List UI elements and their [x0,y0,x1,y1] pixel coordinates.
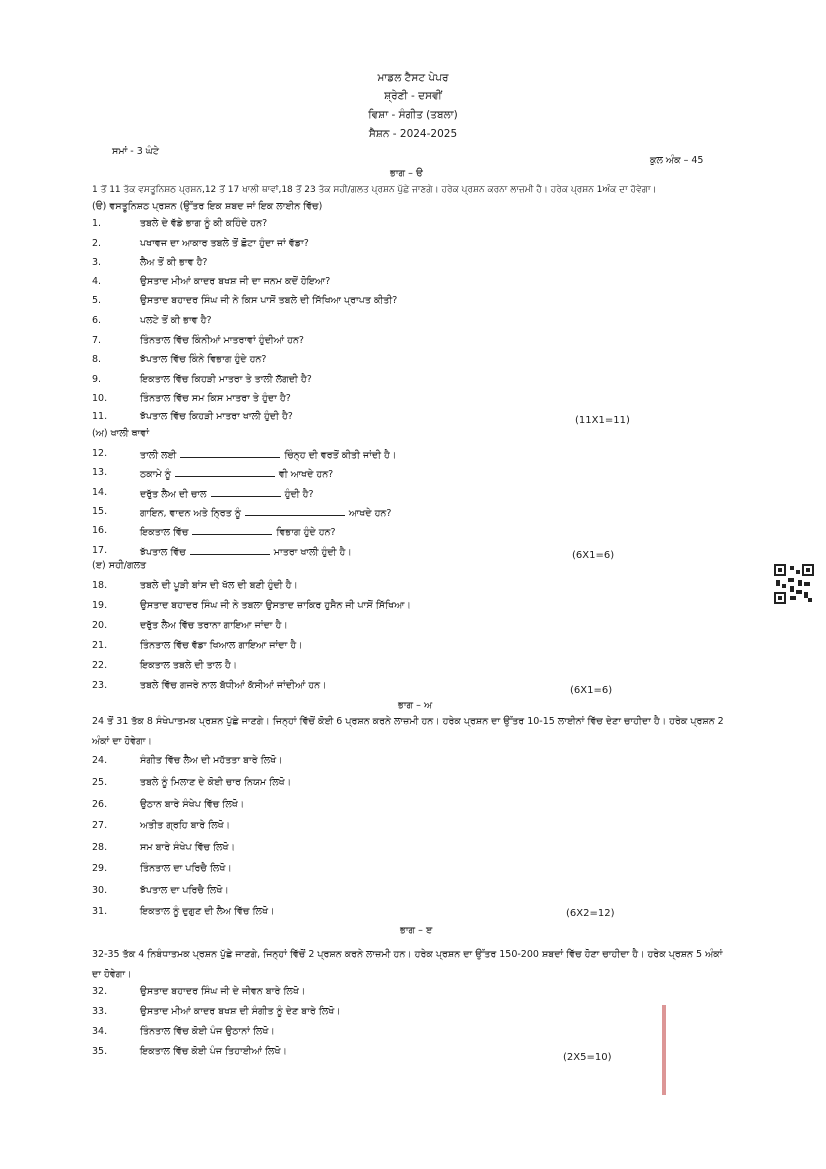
question-number: 8. [92,354,102,365]
question-text [140,545,352,558]
question-text: ਸੰਗੀਤ ਵਿੱਚ ਲੈਅ ਦੀ ਮਹੱਤਤਾ ਬਾਰੇ ਲਿਖੋ। [140,755,283,766]
question-text: ਤਬਲੇ ਨੂੰ ਮਿਲਾਣ ਦੇ ਕੋਈ ਚਾਰ ਨਿਯਮ ਲਿਖੋ। [140,777,292,788]
question-number: 35. [92,1046,108,1057]
question-text: ਤਬਲੇ ਦੇ ਵੱਡੇ ਭਾਗ ਨੂੰ ਕੀ ਕਹਿੰਦੇ ਹਨ? [140,218,268,229]
question-text: ਤਬਲੇ ਵਿੱਚ ਗਜਰੇ ਨਾਲ ਬੱਧੀਆਂ ਕੱਸੀਆਂ ਜਾਂਦੀਆਂ ਹਨ। [140,680,327,691]
question-number: 9. [92,374,102,385]
section-c-instruction: 32-35 ਤੱਕ 4 ਨਿਬੰਧਾਤਮਕ ਪ੍ਰਸ਼ਨ ਪੁੱਛੇ ਜਾਣਗੇ, ਜਿਨ੍ਹਾਂ ਵਿੱਚੋਂ 2 ਪ੍ਰਸ਼ਨ ਕਰਨੇ ਲਾਜ਼ਮੀ ਹਨ। ਹਰੇਕ ਪ੍ਰਸ਼ਨ ਦਾ ਉੱਤਰ 150-200 ਸ਼ਬਦਾਂ ਵਿੱਚ ਹੋਣਾ ਚਾਹੀਦਾ ਹੈ। ਹਰੇਕ ਪ੍ਰਸ਼ਨ 5 ਅੰਕਾਂ ਦਾ ਹੋਵੇਗਾ। [92,949,723,980]
question-text-before: ਦਰੁੱਤ ਲੈਅ ਦੀ ਚਾਲ [140,489,207,500]
blank-line [175,467,275,477]
question-number: 22. [92,660,108,671]
question-text: ਉਸਤਾਦ ਬਹਾਦਰ ਸਿੰਘ ਜੀ ਨੇ ਕਿਸ ਪਾਸੋਂ ਤਬਲੇ ਦੀ ਸਿੱਖਿਆ ਪ੍ਰਾਪਤ ਕੀਤੀ? [140,295,398,306]
question-text: ਸਮ ਬਾਰੇ ਸੰਖੇਪ ਵਿੱਚ ਲਿਖੋ। [140,842,235,853]
question-text: ਅਤੀਤ ਗ੍ਰਹਿ ਬਾਰੇ ਲਿਖੋ। [140,820,231,831]
paper-subject: ਵਿਸ਼ਾ - ਸੰਗੀਤ (ਤਬਲਾ) [368,109,458,121]
question-text: ਇਕਤਾਲ ਵਿੱਚ ਕਿਹੜੀ ਮਾਤਰਾ ਤੇ ਤਾਲੀ ਲੱਗਦੀ ਹੈ? [140,374,312,385]
question-number: 4. [92,276,102,287]
question-text: ਇਕਤਾਲ ਨੂੰ ਦੁਗੁਣ ਦੀ ਲੈਅ ਵਿੱਚ ਲਿਖੋ। [140,906,275,917]
question-text: ਦਰੁੱਤ ਲੈਅ ਵਿੱਚ ਤਰਾਨਾ ਗਾਇਆ ਜਾਂਦਾ ਹੈ। [140,620,288,631]
marks-truefalse: (6X1=6) [570,685,613,696]
blank-line [245,506,345,516]
question-text-before: ਇਕਤਾਲ ਵਿੱਚ [140,527,189,538]
question-number: 23. [92,680,108,691]
question-text: ਪਖਾਵਜ ਦਾ ਆਕਾਰ ਤਬਲੇ ਤੋਂ ਛੋਟਾ ਹੁੰਦਾ ਜਾਂ ਵੱਡਾ? [140,238,309,249]
question-number: 19. [92,600,108,611]
question-number: 7. [92,335,102,346]
question-text-after: ਚਿੰਨ੍ਹ ਦੀ ਵਰਤੋਂ ਕੀਤੀ ਜਾਂਦੀ ਹੈ। [284,450,397,461]
question-number: 14. [92,487,108,498]
question-text-after: ਹੁੰਦੀ ਹੈ? [284,489,314,500]
qr-code-icon [774,564,814,604]
question-text [140,467,333,480]
question-text: ਇਕਤਾਲ ਤਬਲੇ ਦੀ ਤਾਲ ਹੈ। [140,660,238,671]
question-text [140,506,391,519]
question-number: 32. [92,986,108,997]
blank-line [190,545,270,555]
question-text: ਉਸਤਾਦ ਬਹਾਦਰ ਸਿੰਘ ਜੀ ਨੇ ਤਬਲਾ ਉਸਤਾਦ ਜ਼ਾਕਿਰ ਹੁਸੈਨ ਜੀ ਪਾਸੋਂ ਸਿੱਖਿਆ। [140,600,411,611]
section-b-instruction: 24 ਤੋਂ 31 ਤੱਕ 8 ਸੰਖੇਪਾਤਮਕ ਪ੍ਰਸ਼ਨ ਪੁੱਛੇ ਜਾਣਗੇ। ਜਿਨ੍ਹਾਂ ਵਿੱਚੋਂ ਕੋਈ 6 ਪ੍ਰਸ਼ਨ ਕਰਨੇ ਲਾਜ਼ਮੀ ਹਨ। ਹਰੇਕ ਪ੍ਰਸ਼ਨ ਦਾ ਉੱਤਰ 10-15 ਲਾਈਨਾਂ ਵਿੱਚ ਦੇਣਾ ਚਾਹੀਦਾ ਹੈ। ਹਰੇਕ ਪ੍ਰਸ਼ਨ 2 ਅੰਕਾਂ ਦਾ ਹੋਵੇਗਾ। [92,716,724,747]
question-number: 3. [92,257,102,268]
time-allowed: ਸਮਾਂ - 3 ਘੰਟੇ [112,146,159,157]
question-text: ਝੱਪਤਾਲ ਦਾ ਪਰਿਚੈ ਲਿਖੋ। [140,885,229,896]
question-text [140,525,336,538]
question-text: ਤਿੰਨਤਾਲ ਵਿੱਚ ਵੱਡਾ ਖਿਆਲ ਗਾਇਆ ਜਾਂਦਾ ਹੈ। [140,640,303,651]
question-number: 29. [92,863,108,874]
paper-class: ਸ਼੍ਰੇਣੀ - ਦਸਵੀਂ [384,90,442,102]
question-number: 6. [92,315,102,326]
question-text: ਤਿੰਨਤਾਲ ਵਿੱਚ ਸਮ ਕਿਸ ਮਾਤਰਾ ਤੇ ਹੁੰਦਾ ਹੈ? [140,393,291,404]
question-text: ਤਬਲੇ ਦੀ ਪੂੜੀ ਬਾਂਸ ਦੀ ਖੱਲ ਦੀ ਬਣੀ ਹੁੰਦੀ ਹੈ। [140,580,298,591]
question-number: 21. [92,640,108,651]
question-number: 10. [92,393,108,404]
question-number: 26. [92,799,108,810]
question-number: 27. [92,820,108,831]
question-text: ਝੱਪਤਾਲ ਵਿੱਚ ਕਿੰਨੇ ਵਿਭਾਗ ਹੁੰਦੇ ਹਨ? [140,354,267,365]
marks-objective: (11X1=11) [575,415,630,426]
marks-blanks: (6X1=6) [572,550,615,561]
question-number: 16. [92,525,108,536]
question-text: ਉਸਤਾਦ ਬਹਾਦਰ ਸਿੰਘ ਜੀ ਦੇ ਜੀਵਨ ਬਾਰੇ ਲਿਖੋ। [140,986,306,997]
section-b-heading: ਭਾਗ – ਅ [398,700,433,711]
question-number: 20. [92,620,108,631]
blank-line [192,525,272,535]
question-text-after: ਆਖਦੇ ਹਨ? [348,508,392,519]
paper-session: ਸੈਸ਼ਨ - 2024-2025 [368,128,458,140]
question-number: 1. [92,218,102,229]
blank-line [211,487,281,497]
question-text [140,487,314,500]
question-number: 13. [92,467,108,478]
section-a-sub-blanks: (ਅ) ਖਾਲੀ ਥਾਵਾਂ [92,428,150,439]
question-text-before: ਝੱਪਤਾਲ ਵਿੱਚ [140,547,186,558]
question-text: ਲੈਅ ਤੋਂ ਕੀ ਭਾਵ ਹੈ? [140,257,208,268]
question-number: 28. [92,842,108,853]
question-text: ਉਠਾਨ ਬਾਰੇ ਸੰਖੇਪ ਵਿੱਚ ਲਿਖੋ। [140,799,245,810]
question-number: 17. [92,545,108,556]
section-a-instruction: 1 ਤੋਂ 11 ਤੱਕ ਵਸਤੂਨਿਸ਼ਠ ਪ੍ਰਸ਼ਨ,12 ਤੋਂ 17 ਖਾਲੀ ਥਾਵਾਂ,18 ਤੋਂ 23 ਤੱਕ ਸਹੀ/ਗਲਤ ਪ੍ਰਸ਼ਨ ਪੁੱਛੇ ਜਾਣਗੇ। ਹਰੇਕ ਪ੍ਰਸ਼ਨ ਕਰਨਾ ਲਾਜ਼ਮੀ ਹੈ। ਹਰੇਕ ਪ੍ਰਸ਼ਨ 1ਅੰਕ ਦਾ ਹੋਵੇਗਾ। [92,185,657,195]
question-text-after: ਵੀ ਆਖਦੇ ਹਨ? [278,469,334,480]
question-text: ਉਸਤਾਦ ਮੀਆਂ ਕਾਦਰ ਬਖਸ਼ ਜੀ ਦਾ ਜਨਮ ਕਦੋਂ ਹੋਇਆ? [140,276,331,287]
scan-streak [662,1005,666,1095]
total-marks: ਕੁਲ ਅੰਕ – 45 [650,155,704,166]
question-text: ਤਿੰਨਤਾਲ ਦਾ ਪਰਿਚੈ ਲਿਖੋ। [140,863,232,874]
paper-title: ਮਾਡਲ ਟੈਸਟ ਪੇਪਰ [377,72,449,84]
question-number: 30. [92,885,108,896]
question-number: 33. [92,1006,108,1017]
question-text: ਤਿੰਨਤਾਲ ਵਿੱਚ ਕੋਈ ਪੰਜ ਉਠਾਨਾਂ ਲਿਖੋ। [140,1026,275,1037]
question-number: 24. [92,755,108,766]
question-text [140,448,396,461]
question-number: 34. [92,1026,108,1037]
question-number: 2. [92,238,102,249]
question-number: 12. [92,448,108,459]
question-text-before: ਗਾਇਨ, ਵਾਦਨ ਅਤੇ ਨ੍ਰਿਤ ਨੂੰ [140,508,241,519]
question-text: ਉਸਤਾਦ ਮੀਆਂ ਕਾਦਰ ਬਖਸ਼ ਦੀ ਸੰਗੀਤ ਨੂੰ ਦੇਣ ਬਾਰੇ ਲਿਖੋ। [140,1006,341,1017]
section-a-sub-truefalse: (ੲ) ਸਹੀ/ਗਲਤ [92,560,147,571]
question-number: 15. [92,506,108,517]
marks-section-c: (2X5=10) [563,1052,612,1063]
question-text: ਤਿੰਨਤਾਲ ਵਿੱਚ ਕਿੰਨੀਆਂ ਮਾਤਰਾਵਾਂ ਹੁੰਦੀਆਂ ਹਨ? [140,335,304,346]
blank-line [180,448,280,458]
question-number: 31. [92,906,108,917]
section-a-heading: ਭਾਗ – ੳ [390,168,423,179]
question-text-after: ਮਾਤਰਾ ਖਾਲੀ ਹੁੰਦੀ ਹੈ। [273,547,352,558]
question-text: ਇਕਤਾਲ ਵਿੱਚ ਕੋਈ ਪੰਜ ਤਿਹਾਈਆਂ ਲਿਖੋ। [140,1046,287,1057]
question-number: 18. [92,580,108,591]
question-text: ਪਲਟੇ ਤੋਂ ਕੀ ਭਾਵ ਹੈ? [140,315,212,326]
question-number: 25. [92,777,108,788]
question-text-before: ਠਕਾਮੇ ਨੂੰ [140,469,171,480]
question-text: ਝੱਪਤਾਲ ਵਿੱਚ ਕਿਹੜੀ ਮਾਤਰਾ ਖਾਲੀ ਹੁੰਦੀ ਹੈ? [140,411,293,422]
section-c-heading: ਭਾਗ – ੲ [400,925,433,936]
marks-section-b: (6X2=12) [566,908,615,919]
section-a-sub-objective: (ੳ) ਵਸਤੂਨਿਸ਼ਠ ਪ੍ਰਸ਼ਨ (ਉੱਤਰ ਇਕ ਸ਼ਬਦ ਜਾਂ ਇਕ ਲਾਈਨ ਵਿੱਚ) [92,201,323,212]
question-number: 11. [92,411,108,422]
question-text-after: ਵਿਭਾਗ ਹੁੰਦੇ ਹਨ? [276,527,336,538]
question-text-before: ਤਾਲੀ ਲਈ [140,450,177,461]
question-number: 5. [92,295,102,306]
